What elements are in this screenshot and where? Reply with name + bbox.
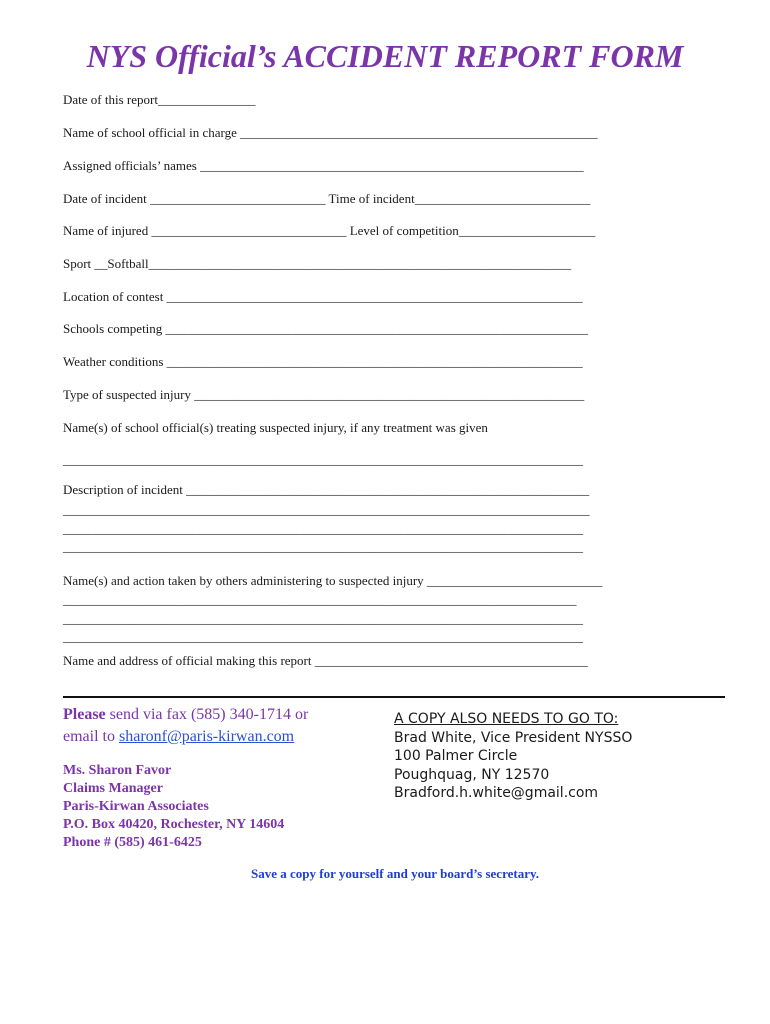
fax-text: send via fax (585) 340-1714 or — [105, 706, 309, 723]
field-treating-blank: ________________________________________________________________________________ — [63, 452, 583, 467]
contact-title: Claims Manager — [63, 781, 163, 796]
field-treating-officials: Name(s) of school official(s) treating suspected injury, if any treatment was given — [63, 420, 488, 435]
field-description-blank-3: ________________________________________________________________________________ — [63, 539, 583, 554]
field-injury-type: Type of suspected injury ____________________________________________________________ — [63, 387, 585, 402]
copy-city: Poughquag, NY 12570 — [394, 766, 550, 783]
copy-recipient-block — [394, 710, 632, 803]
contact-company: Paris-Kirwan Associates — [63, 799, 209, 814]
field-schools: Schools competing _________________________________________________________________ — [63, 321, 589, 336]
field-date-of-report: Date of this report_______________ — [63, 92, 256, 107]
contact-address: P.O. Box 40420, Rochester, NY 14604 — [63, 817, 285, 832]
email-link[interactable]: sharonf@paris-kirwan.com — [118, 728, 295, 745]
field-injured-level: Name of injured ______________________________ Level of competition_____________________ — [63, 223, 596, 238]
contact-phone: Phone # (585) 461-6425 — [63, 835, 202, 850]
field-date-time-incident: Date of incident ___________________________ Time of incident___________________________ — [63, 191, 591, 206]
field-sport: Sport __Softball_________________________________________________________________ — [63, 256, 572, 271]
field-description-blank-1: _________________________________________________________________________________ — [63, 502, 590, 517]
field-others-action: Name(s) and action taken by others administering to suspected injury ___________________________ — [63, 573, 603, 588]
separator-line — [63, 696, 725, 698]
field-location: Location of contest ________________________________________________________________ — [63, 289, 583, 304]
field-others-blank-2: ________________________________________________________________________________ — [63, 611, 583, 626]
form-title: NYS Official’s ACCIDENT REPORT FORM — [86, 38, 684, 74]
email-prefix: email to — [63, 728, 119, 745]
field-others-blank-1: _______________________________________________________________________________ — [63, 592, 577, 607]
contact-name: Ms. Sharon Favor — [63, 763, 172, 778]
contact-block — [63, 762, 284, 852]
field-weather: Weather conditions ________________________________________________________________ — [63, 354, 583, 369]
copy-street: 100 Palmer Circle — [394, 748, 518, 764]
fax-instructions — [63, 704, 308, 748]
copy-name: Brad White, Vice President NYSSO — [394, 729, 633, 746]
copy-header: A COPY ALSO NEEDS TO GO TO: — [394, 711, 619, 727]
field-others-blank-3: ________________________________________________________________________________ — [63, 629, 583, 644]
field-description: Description of incident ______________________________________________________________ — [63, 482, 590, 497]
copy-email: Bradford.h.white@gmail.com — [394, 785, 599, 801]
field-description-blank-2: ________________________________________________________________________________ — [63, 521, 583, 536]
field-official-address: Name and address of official making this report __________________________________________ — [63, 653, 588, 668]
field-assigned-officials: Assigned officials’ names ___________________________________________________________ — [63, 158, 584, 173]
footer-note: Save a copy for yourself and your board’s secretary. — [250, 866, 540, 881]
field-official-in-charge: Name of school official in charge _______________________________________________________ — [63, 125, 598, 140]
please-text: Please — [63, 706, 106, 723]
